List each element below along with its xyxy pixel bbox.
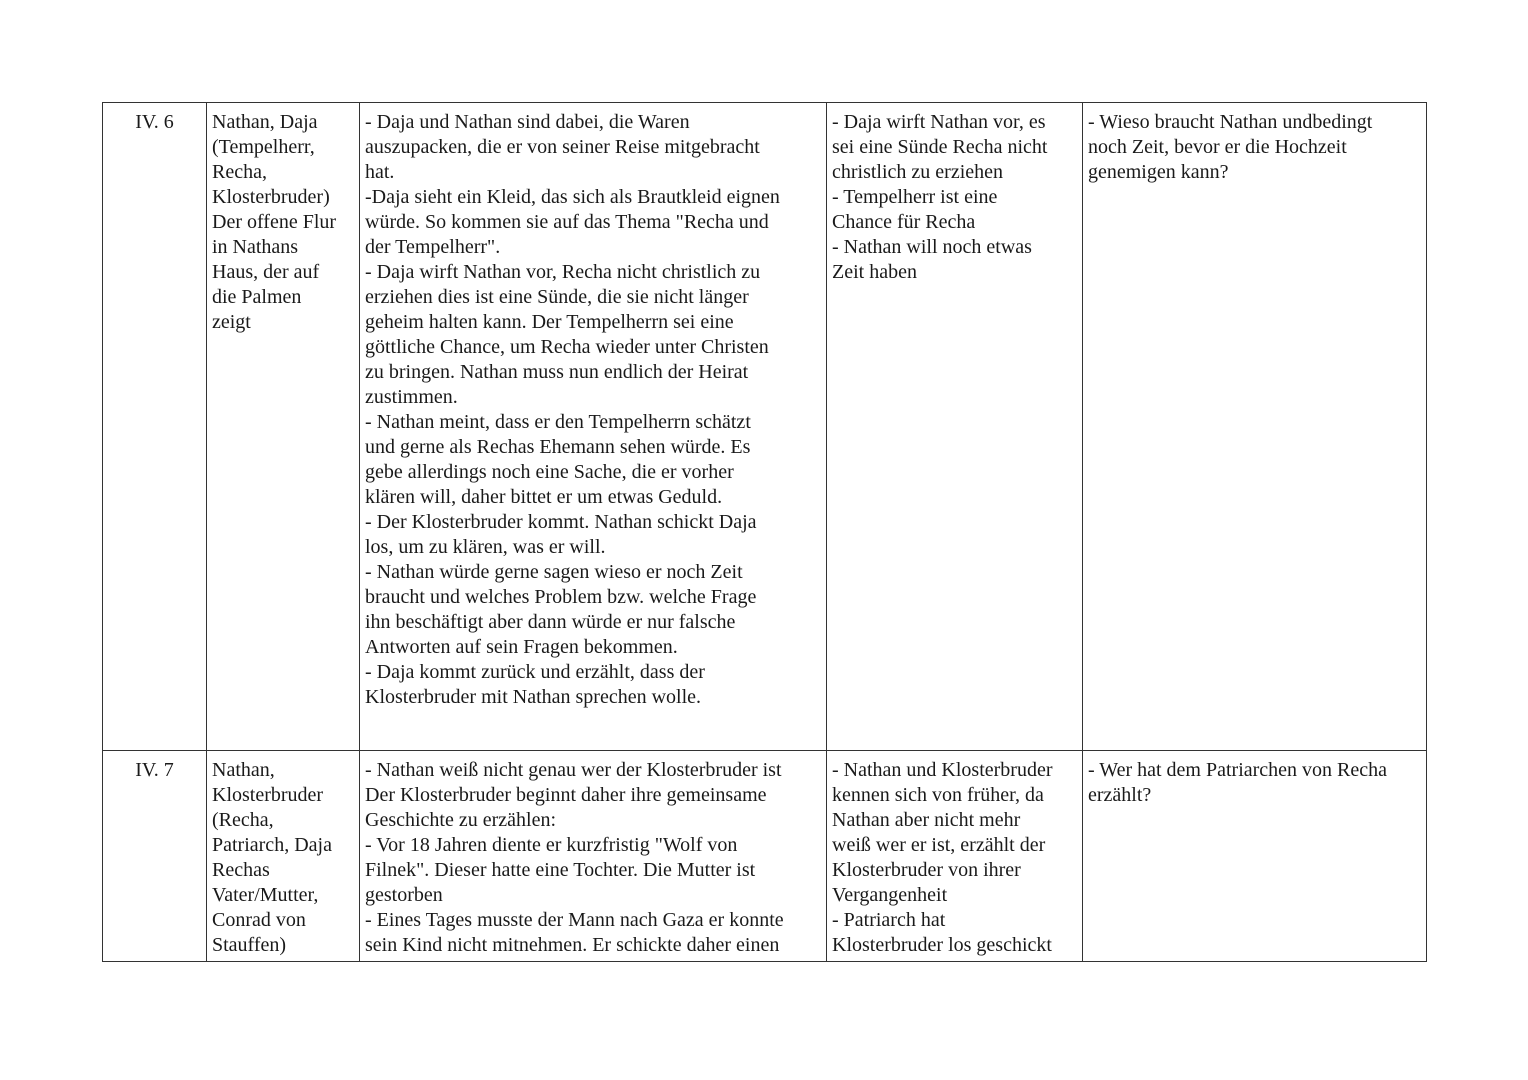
text-line: erziehen dies ist eine Sünde, die sie nicht länger: [365, 286, 749, 308]
text-line: klären will, daher bittet er um etwas Geduld.: [365, 486, 723, 508]
text-line: die Palmen: [212, 286, 302, 308]
text-line: gebe allerdings noch eine Sache, die er vorher: [365, 461, 734, 483]
text-line: - Daja und Nathan sind dabei, die Waren: [365, 111, 690, 133]
text-line: Klosterbruder von ihrer: [832, 859, 1021, 881]
scene-number: IV. 6: [135, 111, 174, 133]
content-cell: [360, 103, 827, 751]
text-line: - Wer hat dem Patriarchen von Recha: [1088, 759, 1388, 781]
text-line: zu bringen. Nathan muss nun endlich der Heirat: [365, 361, 749, 383]
text-line: gestorben: [365, 884, 443, 906]
text-line: Filnek". Dieser hatte eine Tochter. Die Mutter ist: [365, 859, 756, 881]
text-line: Klosterbruder: [212, 784, 324, 806]
text-line: - Vor 18 Jahren diente er kurzfristig "Wolf von: [365, 834, 738, 856]
text-line: braucht und welches Problem bzw. welche Frage: [365, 586, 757, 608]
text-line: Klosterbruder los geschickt: [832, 934, 1052, 956]
text-line: - Eines Tages musste der Mann nach Gaza er konnte: [365, 909, 784, 931]
text-line: - Daja kommt zurück und erzählt, dass der: [365, 661, 705, 683]
text-line: (Recha,: [212, 809, 274, 831]
text-line: zustimmen.: [365, 386, 458, 408]
text-line: Geschichte zu erzählen:: [365, 809, 557, 831]
text-line: Rechas: [212, 859, 270, 881]
text-line: Recha,: [212, 161, 267, 183]
text-line: Nathan, Daja: [212, 111, 318, 133]
text-line: (Tempelherr,: [212, 136, 315, 158]
text-line: und gerne als Rechas Ehemann sehen würde. Es: [365, 436, 751, 458]
text-line: - Daja wirft Nathan vor, Recha nicht christlich zu: [365, 261, 761, 283]
text-line: - Patriarch hat: [832, 909, 946, 931]
text-line: ihn beschäftigt aber dann würde er nur falsche: [365, 611, 736, 633]
text-line: kennen sich von früher, da: [832, 784, 1044, 806]
text-line: noch Zeit, bevor er die Hochzeit: [1088, 136, 1347, 158]
text-line: Der offene Flur: [212, 211, 337, 233]
text-line: Haus, der auf: [212, 261, 320, 283]
text-line: Stauffen): [212, 934, 287, 956]
text-line: geheim halten kann. Der Tempelherrn sei eine: [365, 311, 734, 333]
text-line: -Daja sieht ein Kleid, das sich als Brautkleid eignen: [365, 186, 780, 208]
text-line: sein Kind nicht mitnehmen. Er schickte daher einen: [365, 934, 780, 956]
text-line: genemigen kann?: [1088, 161, 1229, 183]
text-line: Patriarch, Daja: [212, 834, 332, 856]
persons-cell: [207, 751, 360, 962]
text-line: hat.: [365, 161, 395, 183]
text-line: Antworten auf sein Fragen bekommen.: [365, 636, 678, 658]
text-line: - Daja wirft Nathan vor, es: [832, 111, 1046, 133]
text-line: - Der Klosterbruder kommt. Nathan schickt Daja: [365, 511, 757, 533]
text-line: Der Klosterbruder beginnt daher ihre gemeinsame: [365, 784, 767, 806]
text-line: Zeit haben: [832, 261, 917, 283]
text-line: - Nathan weiß nicht genau wer der Klosterbruder ist: [365, 759, 782, 781]
text-line: - Tempelherr ist eine: [832, 186, 998, 208]
text-line: - Nathan und Klosterbruder: [832, 759, 1053, 781]
text-line: weiß wer er ist, erzählt der: [832, 834, 1046, 856]
text-line: in Nathans: [212, 236, 299, 258]
text-line: Klosterbruder): [212, 186, 330, 208]
text-line: Vater/Mutter,: [212, 884, 319, 906]
text-line: zeigt: [212, 311, 251, 333]
text-line: - Nathan würde gerne sagen wieso er noch Zeit: [365, 561, 743, 583]
text-line: auszupacken, die er von seiner Reise mitgebracht: [365, 136, 760, 158]
text-line: würde. So kommen sie auf das Thema "Recha und: [365, 211, 769, 233]
text-line: los, um zu klären, was er will.: [365, 536, 606, 558]
text-line: göttliche Chance, um Recha wieder unter Christen: [365, 336, 769, 358]
text-line: christlich zu erziehen: [832, 161, 1004, 183]
text-line: Vergangenheit: [832, 884, 948, 906]
analysis-cell: [827, 103, 1083, 751]
text-line: erzählt?: [1088, 784, 1152, 806]
text-line: - Wieso braucht Nathan undbedingt: [1088, 111, 1373, 133]
text-line: der Tempelherr".: [365, 236, 501, 258]
text-line: Nathan,: [212, 759, 275, 781]
text-line: Chance für Recha: [832, 211, 976, 233]
table-row: [103, 103, 1427, 751]
content-cell: [360, 751, 827, 962]
text-line: - Nathan meint, dass er den Tempelherrn schätzt: [365, 411, 751, 433]
text-line: sei eine Sünde Recha nicht: [832, 136, 1048, 158]
scene-number-cell: [103, 103, 207, 751]
text-line: - Nathan will noch etwas: [832, 236, 1032, 258]
persons-cell: [207, 103, 360, 751]
questions-cell: [1083, 103, 1427, 751]
text-line: Klosterbruder mit Nathan sprechen wolle.: [365, 686, 702, 708]
scene-table: [102, 102, 1427, 962]
analysis-cell: [827, 751, 1083, 962]
questions-cell: [1083, 751, 1427, 962]
scene-number-cell: [103, 751, 207, 962]
scene-number: IV. 7: [135, 759, 174, 781]
table-row: [103, 751, 1427, 962]
text-line: Conrad von: [212, 909, 306, 931]
text-line: Nathan aber nicht mehr: [832, 809, 1021, 831]
